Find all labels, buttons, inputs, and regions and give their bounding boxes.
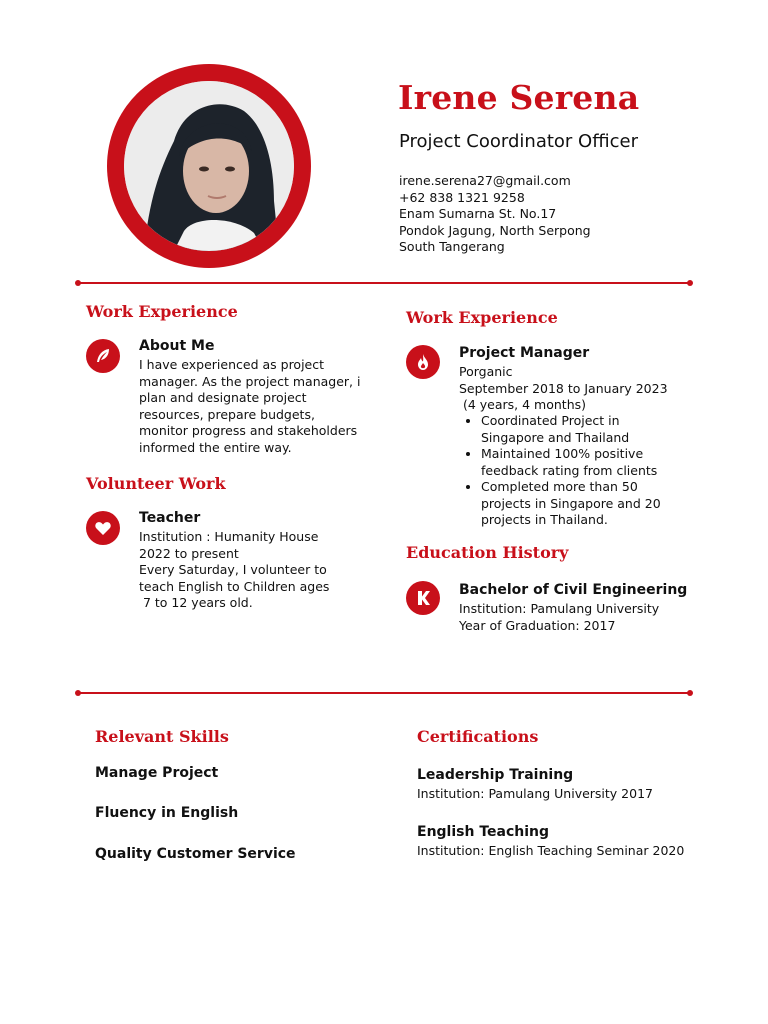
job-period: September 2018 to January 2023 <box>459 380 668 396</box>
text-line: • Completed more than 50 <box>481 479 638 494</box>
degree-title: Bachelor of Civil Engineering <box>459 582 688 598</box>
education-details <box>459 601 659 634</box>
text-line: feedback rating from clients <box>481 462 658 478</box>
text-line: Every Saturday, I volunteer to <box>139 562 327 577</box>
skill-item: Manage Project <box>95 765 219 781</box>
list-item <box>481 479 661 529</box>
job-duration: (4 years, 4 months) <box>459 397 587 412</box>
text-line: teach English to Children ages <box>139 578 330 594</box>
text-line: projects in Thailand. <box>481 512 608 527</box>
certification-institution: Institution: Pamulang University 2017 <box>417 786 653 801</box>
text-line: Institution : Humanity House <box>139 529 319 544</box>
volunteer-text <box>139 529 329 612</box>
text-line: 7 to 12 years old. <box>139 595 253 610</box>
certification-title: Leadership Training <box>417 767 574 783</box>
divider-top <box>78 282 690 284</box>
section-title-work-right: Work Experience <box>406 308 558 327</box>
volunteer-role-title: Teacher <box>139 510 201 526</box>
k-logo-icon <box>406 581 440 615</box>
phone: +62 838 1321 9258 <box>399 189 525 205</box>
job-position-title: Project Manager <box>459 345 590 361</box>
text-line: I have experienced as project <box>139 357 325 372</box>
section-title-skills: Relevant Skills <box>95 727 229 746</box>
contact-block <box>399 173 591 256</box>
text-line: Singapore and Thailand <box>481 429 630 445</box>
flame-icon <box>406 345 440 379</box>
company-name: Porganic <box>459 364 513 379</box>
section-title-volunteer: Volunteer Work <box>86 474 226 493</box>
text-line: projects in Singapore and 20 <box>481 495 661 511</box>
email: irene.serena27@gmail.com <box>399 173 571 188</box>
education-institution: Institution: Pamulang University <box>459 601 660 616</box>
job-achievements <box>459 413 661 529</box>
skill-item: Quality Customer Service <box>95 846 296 862</box>
address-line: Pondok Jagung, North Serpong <box>399 222 591 238</box>
profile-photo <box>124 81 294 251</box>
candidate-name: Irene Serena <box>398 78 640 117</box>
list-item <box>481 413 661 446</box>
section-title-work-left: Work Experience <box>86 302 238 321</box>
feather-icon <box>86 339 120 373</box>
job-title: Project Coordinator Officer <box>399 131 638 152</box>
text-line: plan and designate project <box>139 390 307 405</box>
text-line: resources, prepare budgets, <box>139 406 315 422</box>
text-line: monitor progress and stakeholders <box>139 423 358 438</box>
heart-icon <box>86 511 120 545</box>
address-line: South Tangerang <box>399 239 505 254</box>
list-item <box>481 446 661 479</box>
text-line: manager. As the project manager, i <box>139 373 361 389</box>
address-line: Enam Sumarna St. No.17 <box>399 206 557 221</box>
text-line: • Coordinated Project in <box>481 413 620 428</box>
section-title-certifications: Certifications <box>417 727 539 746</box>
text-line: • Maintained 100% positive <box>481 446 644 461</box>
profile-photo-frame <box>107 64 311 268</box>
skill-item: Fluency in English <box>95 805 239 821</box>
section-title-education: Education History <box>406 543 569 562</box>
about-me-text <box>139 357 360 456</box>
certification-title: English Teaching <box>417 824 550 840</box>
divider-bottom <box>78 692 690 694</box>
about-me-title: About Me <box>139 338 215 354</box>
text-line: 2022 to present <box>139 545 239 561</box>
text-line: informed the entire way. <box>139 439 292 455</box>
graduation-year: Year of Graduation: 2017 <box>459 617 616 633</box>
job-details <box>459 364 668 414</box>
certification-institution: Institution: English Teaching Seminar 2020 <box>417 843 685 858</box>
